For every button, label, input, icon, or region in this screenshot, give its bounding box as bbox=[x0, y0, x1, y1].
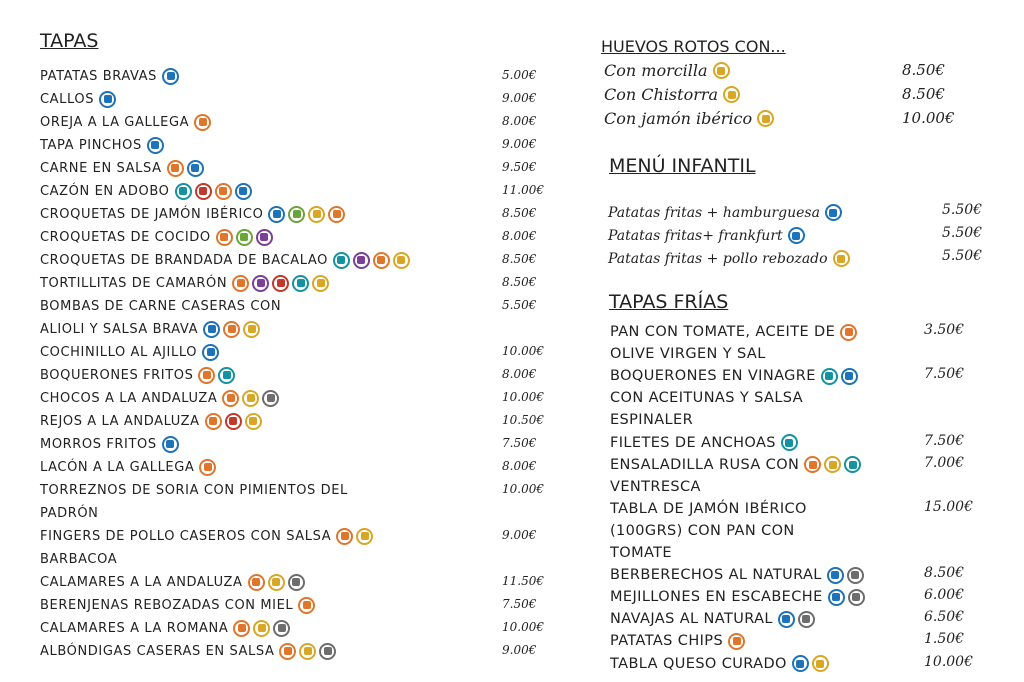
tapas-item bbox=[40, 549, 117, 569]
item-price: 8.00€ bbox=[502, 229, 537, 243]
item-price: 10.00€ bbox=[924, 653, 973, 670]
item-price: 6.00€ bbox=[924, 587, 965, 604]
orange-allergen-icon bbox=[199, 459, 216, 476]
item-price: 8.50€ bbox=[924, 565, 965, 582]
orange-allergen-icon bbox=[233, 620, 250, 637]
blue-allergen-icon bbox=[827, 567, 844, 584]
frias-item bbox=[610, 609, 818, 629]
tapas-item bbox=[40, 526, 376, 546]
allergen-icons bbox=[778, 611, 818, 628]
item-price: 8.00€ bbox=[502, 114, 537, 128]
allergen-icons bbox=[205, 413, 265, 430]
item-price: 15.00€ bbox=[924, 498, 973, 515]
yellow-allergen-icon bbox=[713, 62, 730, 79]
frias-item bbox=[610, 322, 860, 342]
item-price: 9.00€ bbox=[502, 643, 537, 657]
teal-allergen-icon bbox=[218, 367, 235, 384]
item-name: OREJA A LA GALLEGA bbox=[40, 114, 190, 130]
orange-allergen-icon bbox=[205, 413, 222, 430]
allergen-icons bbox=[199, 459, 219, 476]
orange-allergen-icon bbox=[194, 114, 211, 131]
tapas-item bbox=[40, 204, 348, 224]
tapas-item bbox=[40, 388, 282, 408]
frias-item bbox=[610, 410, 693, 430]
allergen-icons bbox=[232, 275, 332, 292]
allergen-icons bbox=[804, 456, 864, 473]
yellow-allergen-icon bbox=[812, 655, 829, 672]
tapas-item bbox=[40, 641, 339, 661]
frias-item bbox=[610, 499, 807, 519]
item-name: CON ACEITUNAS Y SALSA bbox=[610, 390, 803, 407]
item-price: 7.50€ bbox=[502, 597, 537, 611]
orange-allergen-icon bbox=[328, 206, 345, 223]
blue-allergen-icon bbox=[825, 204, 842, 221]
tapas-item bbox=[40, 572, 308, 592]
item-name: Patatas fritas+ frankfurt bbox=[608, 227, 783, 244]
item-name: TORTILLITAS DE CAMARÓN bbox=[40, 275, 228, 291]
item-name: OLIVE VIRGEN Y SAL bbox=[610, 346, 766, 363]
orange-allergen-icon bbox=[216, 229, 233, 246]
red-allergen-icon bbox=[225, 413, 242, 430]
allergen-icons bbox=[825, 204, 845, 221]
yellow-allergen-icon bbox=[253, 620, 270, 637]
item-name: BARBACOA bbox=[40, 551, 118, 567]
yellow-allergen-icon bbox=[243, 321, 260, 338]
item-price: 10.00€ bbox=[502, 390, 544, 404]
yellow-allergen-icon bbox=[312, 275, 329, 292]
item-name: CROQUETAS DE COCIDO bbox=[40, 229, 211, 245]
allergen-icons bbox=[194, 114, 214, 131]
allergen-icons bbox=[827, 567, 867, 584]
yellow-allergen-icon bbox=[299, 643, 316, 660]
blue-allergen-icon bbox=[203, 321, 220, 338]
blue-allergen-icon bbox=[788, 227, 805, 244]
tapas-item bbox=[40, 181, 255, 201]
allergen-icons bbox=[268, 206, 348, 223]
frias-item bbox=[610, 543, 672, 563]
blue-allergen-icon bbox=[828, 589, 845, 606]
item-price: 7.00€ bbox=[924, 454, 965, 471]
item-name: BOQUERONES EN VINAGRE bbox=[610, 368, 816, 385]
tapas-item bbox=[40, 595, 318, 615]
allergen-icons bbox=[821, 368, 861, 385]
tapas-item bbox=[40, 135, 167, 155]
frias-item bbox=[610, 433, 801, 453]
tapas-item bbox=[40, 503, 99, 523]
item-name: NAVAJAS AL NATURAL bbox=[610, 611, 773, 628]
yellow-allergen-icon bbox=[245, 413, 262, 430]
item-price: 8.50€ bbox=[902, 61, 945, 79]
item-name: CROQUETAS DE BRANDADA DE BACALAO bbox=[40, 252, 328, 268]
allergen-icons bbox=[198, 367, 238, 384]
infantil-item bbox=[608, 204, 845, 221]
grey-allergen-icon bbox=[319, 643, 336, 660]
tapas-item bbox=[40, 365, 238, 385]
tapas-item bbox=[40, 411, 265, 431]
allergen-icons bbox=[233, 620, 293, 637]
orange-allergen-icon bbox=[840, 324, 857, 341]
allergen-icons bbox=[248, 574, 308, 591]
item-price: 11.50€ bbox=[502, 574, 544, 588]
item-name: PADRÓN bbox=[40, 505, 99, 521]
allergen-icons bbox=[298, 597, 318, 614]
orange-allergen-icon bbox=[232, 275, 249, 292]
item-name: CARNE EN SALSA bbox=[40, 160, 162, 176]
item-price: 3.50€ bbox=[924, 322, 965, 338]
item-name: CALLOS bbox=[40, 91, 95, 107]
grey-allergen-icon bbox=[848, 589, 865, 606]
yellow-allergen-icon bbox=[393, 252, 410, 269]
grey-allergen-icon bbox=[798, 611, 815, 628]
allergen-icons bbox=[279, 643, 339, 660]
tapas-item bbox=[40, 296, 281, 316]
item-name: Con Chistorra bbox=[604, 85, 719, 104]
grey-allergen-icon bbox=[847, 567, 864, 584]
item-price: 8.00€ bbox=[502, 367, 537, 381]
grey-allergen-icon bbox=[273, 620, 290, 637]
item-name: PAN CON TOMATE, ACEITE DE bbox=[610, 324, 836, 340]
orange-allergen-icon bbox=[804, 456, 821, 473]
blue-allergen-icon bbox=[792, 655, 809, 672]
frias-item bbox=[610, 477, 701, 497]
blue-allergen-icon bbox=[162, 436, 179, 453]
item-price: 8.50€ bbox=[502, 206, 537, 220]
item-price: 7.50€ bbox=[924, 432, 965, 449]
item-name: BOQUERONES FRITOS bbox=[40, 367, 194, 383]
item-name: (100GRS) CON PAN CON bbox=[610, 522, 795, 539]
tapas-item bbox=[40, 227, 276, 247]
huevos-item bbox=[604, 61, 733, 80]
allergen-icons bbox=[788, 227, 808, 244]
item-price: 7.50€ bbox=[924, 366, 965, 383]
teal-allergen-icon bbox=[844, 456, 861, 473]
item-price: 8.50€ bbox=[502, 275, 537, 289]
allergen-icons bbox=[336, 528, 376, 545]
orange-allergen-icon bbox=[167, 160, 184, 177]
allergen-icons bbox=[203, 321, 263, 338]
allergen-icons bbox=[222, 390, 282, 407]
orange-allergen-icon bbox=[728, 633, 745, 650]
allergen-icons bbox=[840, 324, 860, 341]
red-allergen-icon bbox=[195, 183, 212, 200]
blue-allergen-icon bbox=[147, 137, 164, 154]
allergen-icons bbox=[162, 68, 182, 85]
yellow-allergen-icon bbox=[757, 110, 774, 127]
allergen-icons bbox=[728, 633, 748, 650]
purple-allergen-icon bbox=[252, 275, 269, 292]
allergen-icons bbox=[723, 86, 743, 103]
item-name: BERENJENAS REBOZADAS CON MIEL bbox=[40, 597, 294, 613]
item-name: REJOS A LA ANDALUZA bbox=[40, 413, 200, 429]
item-name: CALAMARES A LA ROMANA bbox=[40, 620, 229, 636]
allergen-icons bbox=[713, 62, 733, 79]
allergen-icons bbox=[202, 344, 222, 361]
frias-item bbox=[610, 344, 766, 364]
item-name: TORREZNOS DE SORIA CON PIMIENTOS DEL bbox=[40, 482, 348, 498]
item-price: 8.50€ bbox=[902, 85, 945, 103]
frias-item bbox=[610, 366, 861, 386]
yellow-allergen-icon bbox=[268, 574, 285, 591]
orange-allergen-icon bbox=[222, 390, 239, 407]
item-name: PATATAS CHIPS bbox=[610, 633, 724, 650]
frias-item bbox=[610, 565, 867, 585]
tapas-item bbox=[40, 89, 119, 109]
tapas-item bbox=[40, 480, 348, 500]
yellow-allergen-icon bbox=[242, 390, 259, 407]
allergen-icons bbox=[333, 252, 413, 269]
item-price: 9.00€ bbox=[502, 137, 537, 151]
teal-allergen-icon bbox=[781, 434, 798, 451]
item-name: TABLA DE JAMÓN IBÉRICO bbox=[610, 500, 807, 517]
allergen-icons bbox=[162, 436, 182, 453]
frias-item bbox=[610, 521, 795, 541]
item-price: 5.50€ bbox=[942, 248, 983, 264]
tapas-item bbox=[40, 434, 182, 454]
yellow-allergen-icon bbox=[833, 250, 850, 267]
item-name: CAZÓN EN ADOBO bbox=[40, 183, 170, 199]
item-price: 8.50€ bbox=[502, 252, 537, 266]
allergen-icons bbox=[175, 183, 255, 200]
grey-allergen-icon bbox=[288, 574, 305, 591]
item-price: 11.00€ bbox=[502, 183, 544, 197]
frias-item bbox=[610, 631, 748, 651]
item-price: 9.50€ bbox=[502, 160, 537, 174]
item-name: Con jamón ibérico bbox=[604, 109, 753, 128]
item-name: Patatas fritas + pollo rebozado bbox=[608, 250, 828, 267]
teal-allergen-icon bbox=[333, 252, 350, 269]
blue-allergen-icon bbox=[162, 68, 179, 85]
orange-allergen-icon bbox=[336, 528, 353, 545]
blue-allergen-icon bbox=[268, 206, 285, 223]
item-price: 10.00€ bbox=[502, 482, 544, 496]
allergen-icons bbox=[167, 160, 207, 177]
item-name: ALBÓNDIGAS CASERAS EN SALSA bbox=[40, 643, 275, 659]
item-name: TAPA PINCHOS bbox=[40, 137, 142, 153]
item-name: MORROS FRITOS bbox=[40, 436, 157, 452]
item-name: ALIOLI Y SALSA BRAVA bbox=[40, 321, 199, 337]
green-allergen-icon bbox=[288, 206, 305, 223]
orange-allergen-icon bbox=[215, 183, 232, 200]
item-name: CHOCOS A LA ANDALUZA bbox=[40, 390, 218, 406]
item-price: 9.00€ bbox=[502, 528, 537, 542]
item-name: Patatas fritas + hamburguesa bbox=[608, 204, 820, 221]
frias-item bbox=[610, 587, 868, 607]
item-price: 10.00€ bbox=[902, 109, 955, 127]
huevos-item bbox=[604, 85, 743, 104]
item-price: 9.00€ bbox=[502, 91, 537, 105]
orange-allergen-icon bbox=[373, 252, 390, 269]
item-name: BOMBAS DE CARNE CASERAS CON bbox=[40, 298, 282, 314]
item-price: 7.50€ bbox=[502, 436, 537, 450]
item-price: 5.00€ bbox=[502, 68, 537, 82]
teal-allergen-icon bbox=[175, 183, 192, 200]
tapas-title: TAPAS bbox=[40, 30, 99, 52]
orange-allergen-icon bbox=[223, 321, 240, 338]
item-name: Con morcilla bbox=[604, 61, 708, 80]
item-price: 10.50€ bbox=[502, 413, 544, 427]
item-name: CALAMARES A LA ANDALUZA bbox=[40, 574, 243, 590]
frias-title: TAPAS FRÍAS bbox=[609, 291, 729, 313]
frias-item bbox=[610, 654, 832, 674]
item-name: TABLA QUESO CURADO bbox=[610, 655, 787, 672]
item-price: 10.00€ bbox=[502, 344, 544, 358]
item-name: MEJILLONES EN ESCABECHE bbox=[610, 589, 823, 606]
tapas-item bbox=[40, 457, 219, 477]
yellow-allergen-icon bbox=[308, 206, 325, 223]
allergen-icons bbox=[216, 229, 276, 246]
infantil-title: MENÚ INFANTIL bbox=[609, 155, 756, 177]
tapas-item bbox=[40, 618, 293, 638]
allergen-icons bbox=[781, 434, 801, 451]
item-price: 6.50€ bbox=[924, 609, 965, 626]
item-name: BERBERECHOS AL NATURAL bbox=[610, 567, 822, 584]
blue-allergen-icon bbox=[235, 183, 252, 200]
orange-allergen-icon bbox=[248, 574, 265, 591]
allergen-icons bbox=[757, 110, 777, 127]
tapas-item bbox=[40, 66, 182, 86]
item-price: 5.50€ bbox=[502, 298, 537, 312]
frias-item bbox=[610, 388, 803, 408]
frias-item bbox=[610, 455, 864, 475]
item-price: 5.50€ bbox=[942, 225, 983, 241]
blue-allergen-icon bbox=[202, 344, 219, 361]
huevos-title: HUEVOS ROTOS CON... bbox=[601, 37, 786, 56]
grey-allergen-icon bbox=[262, 390, 279, 407]
item-name: VENTRESCA bbox=[610, 478, 701, 495]
red-allergen-icon bbox=[272, 275, 289, 292]
item-price: 1.50€ bbox=[924, 631, 965, 648]
allergen-icons bbox=[147, 137, 167, 154]
item-price: 5.50€ bbox=[942, 202, 983, 218]
item-price: 8.00€ bbox=[502, 459, 537, 473]
purple-allergen-icon bbox=[256, 229, 273, 246]
orange-allergen-icon bbox=[298, 597, 315, 614]
blue-allergen-icon bbox=[99, 91, 116, 108]
allergen-icons bbox=[833, 250, 853, 267]
orange-allergen-icon bbox=[198, 367, 215, 384]
purple-allergen-icon bbox=[353, 252, 370, 269]
item-name: LACÓN A LA GALLEGA bbox=[40, 459, 195, 475]
item-name: FILETES DE ANCHOAS bbox=[610, 434, 776, 451]
tapas-item bbox=[40, 342, 222, 362]
teal-allergen-icon bbox=[292, 275, 309, 292]
green-allergen-icon bbox=[236, 229, 253, 246]
item-name: ENSALADILLA RUSA CON bbox=[610, 456, 800, 473]
infantil-item bbox=[608, 227, 808, 244]
item-name: PATATAS BRAVAS bbox=[40, 68, 158, 84]
blue-allergen-icon bbox=[778, 611, 795, 628]
tapas-item bbox=[40, 319, 263, 339]
allergen-icons bbox=[792, 655, 832, 672]
teal-allergen-icon bbox=[821, 368, 838, 385]
yellow-allergen-icon bbox=[723, 86, 740, 103]
blue-allergen-icon bbox=[187, 160, 204, 177]
item-name: ESPINALER bbox=[610, 412, 694, 429]
infantil-item bbox=[608, 250, 853, 267]
yellow-allergen-icon bbox=[824, 456, 841, 473]
item-name: TOMATE bbox=[610, 545, 672, 561]
tapas-item bbox=[40, 250, 413, 270]
item-name: FINGERS DE POLLO CASEROS CON SALSA bbox=[40, 528, 332, 544]
allergen-icons bbox=[99, 91, 119, 108]
tapas-item bbox=[40, 158, 207, 178]
allergen-icons bbox=[828, 589, 868, 606]
orange-allergen-icon bbox=[279, 643, 296, 660]
yellow-allergen-icon bbox=[356, 528, 373, 545]
item-price: 10.00€ bbox=[502, 620, 544, 634]
tapas-item bbox=[40, 273, 332, 293]
blue-allergen-icon bbox=[841, 368, 858, 385]
item-name: COCHINILLO AL AJILLO bbox=[40, 344, 198, 360]
huevos-item bbox=[604, 109, 777, 128]
tapas-item bbox=[40, 112, 214, 132]
item-name: CROQUETAS DE JAMÓN IBÉRICO bbox=[40, 206, 264, 222]
